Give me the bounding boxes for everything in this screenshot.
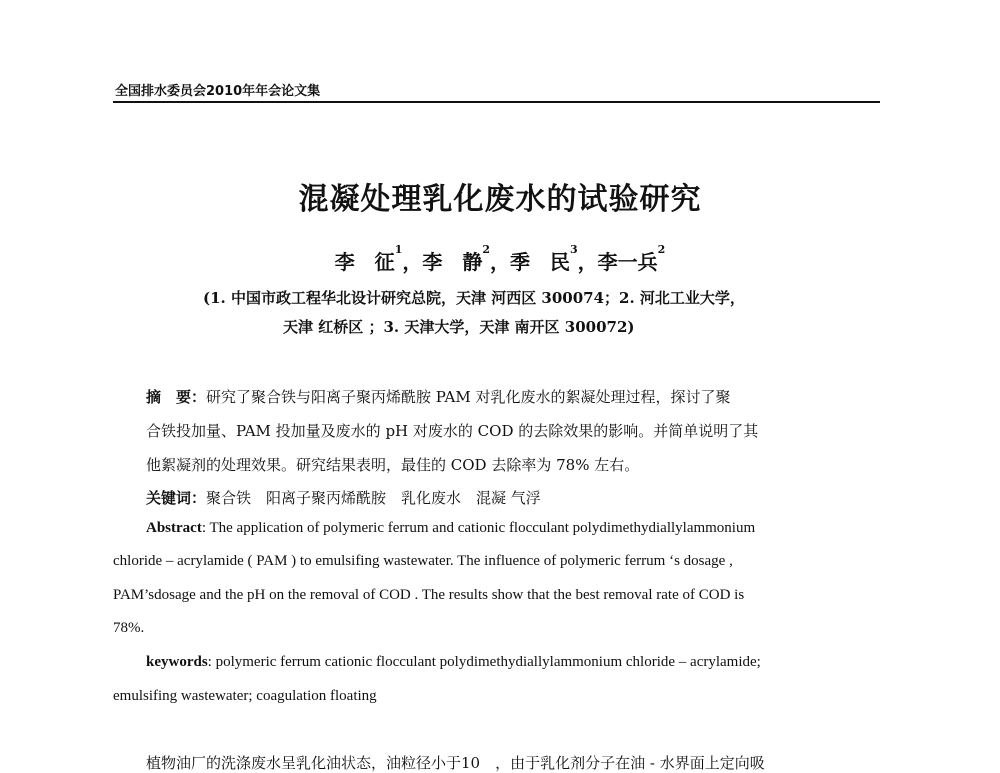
keywords-en-label: keywords [146,654,208,670]
keywords-cn-text: 聚合铁 阳离子聚丙烯酰胺 乳化废水 混凝 气浮 [206,489,541,507]
author-name: 季 民 [510,250,570,274]
paper-title: 混凝处理乳化废水的试验研究 [298,182,702,217]
keywords-en-line-2: emulsifing wastewater; coagulation floating [113,688,377,704]
running-header: 全国排水委员会2010年年会论文集 [115,84,321,99]
abstract-en-label: Abstract [146,520,202,536]
author-affiliation-mark: 3 [570,243,578,256]
abstract-en-line-1 [146,520,755,537]
abstract-cn-line-1 [146,386,730,407]
author-name: 李一兵 [597,250,658,274]
keywords-cn-label: 关键词： [146,489,207,507]
abstract-cn-label: 摘 要： [146,388,207,406]
abstract-en-line-2: chloride – acrylamide ( PAM ) to emulsifing wastewater. The influence of polymeric ferrum ‘s dosage , [113,553,733,569]
affiliation-line-1: (1. 中国市政工程华北设计研究总院，天津 河西区 300074；2. 河北工业大学， [203,289,745,307]
author-name: 李 静 [422,250,483,274]
author-separator: ， [402,250,423,274]
author-affiliation-mark: 2 [482,243,490,256]
keywords-en-line-1 [146,654,761,671]
affiliation-line-2: 天津 红桥区 ；3. 天津大学，天津 南开区 300072) [283,318,635,336]
abstract-cn-line-3: 他絮凝剂的处理效果。研究结果表明，最佳的 COD 去除率为 78% 左右。 [146,456,640,474]
body-text-partial: 植物油厂的洗涤废水呈乳化油状态，油粒径小于10 ，由于乳化剂分子在油 - 水界面上定向吸 [146,754,765,772]
keywords-cn-line [146,487,541,508]
author-separator: ， [490,250,510,274]
author-separator: ， [577,250,598,274]
keywords-en-text: : polymeric ferrum cationic flocculant polydimethydiallylammonium chloride – acrylamide; [207,654,761,670]
author-affiliation-mark: 1 [394,243,403,256]
abstract-en-line-3: PAM’sdosage and the pH on the removal of COD . The results show that the best removal rate of COD is [113,587,745,603]
author-list [0,243,1000,275]
abstract-en-line-4: 78%. [113,620,145,636]
abstract-cn-text: 研究了聚合铁与阳离子聚丙烯酰胺 PAM 对乳化废水的絮凝处理过程，探讨了聚 [206,388,731,406]
abstract-cn-line-2: 合铁投加量、PAM 投加量及废水的 pH 对废水的 COD 的去除效果的影响。并简单说明了其 [146,422,759,440]
author-name: 李 征 [334,250,395,274]
author-affiliation-mark: 2 [657,243,666,256]
abstract-en-text: : The application of polymeric ferrum and cationic flocculant polydimethydiallylammonium [201,520,756,536]
header-rule [113,101,880,103]
